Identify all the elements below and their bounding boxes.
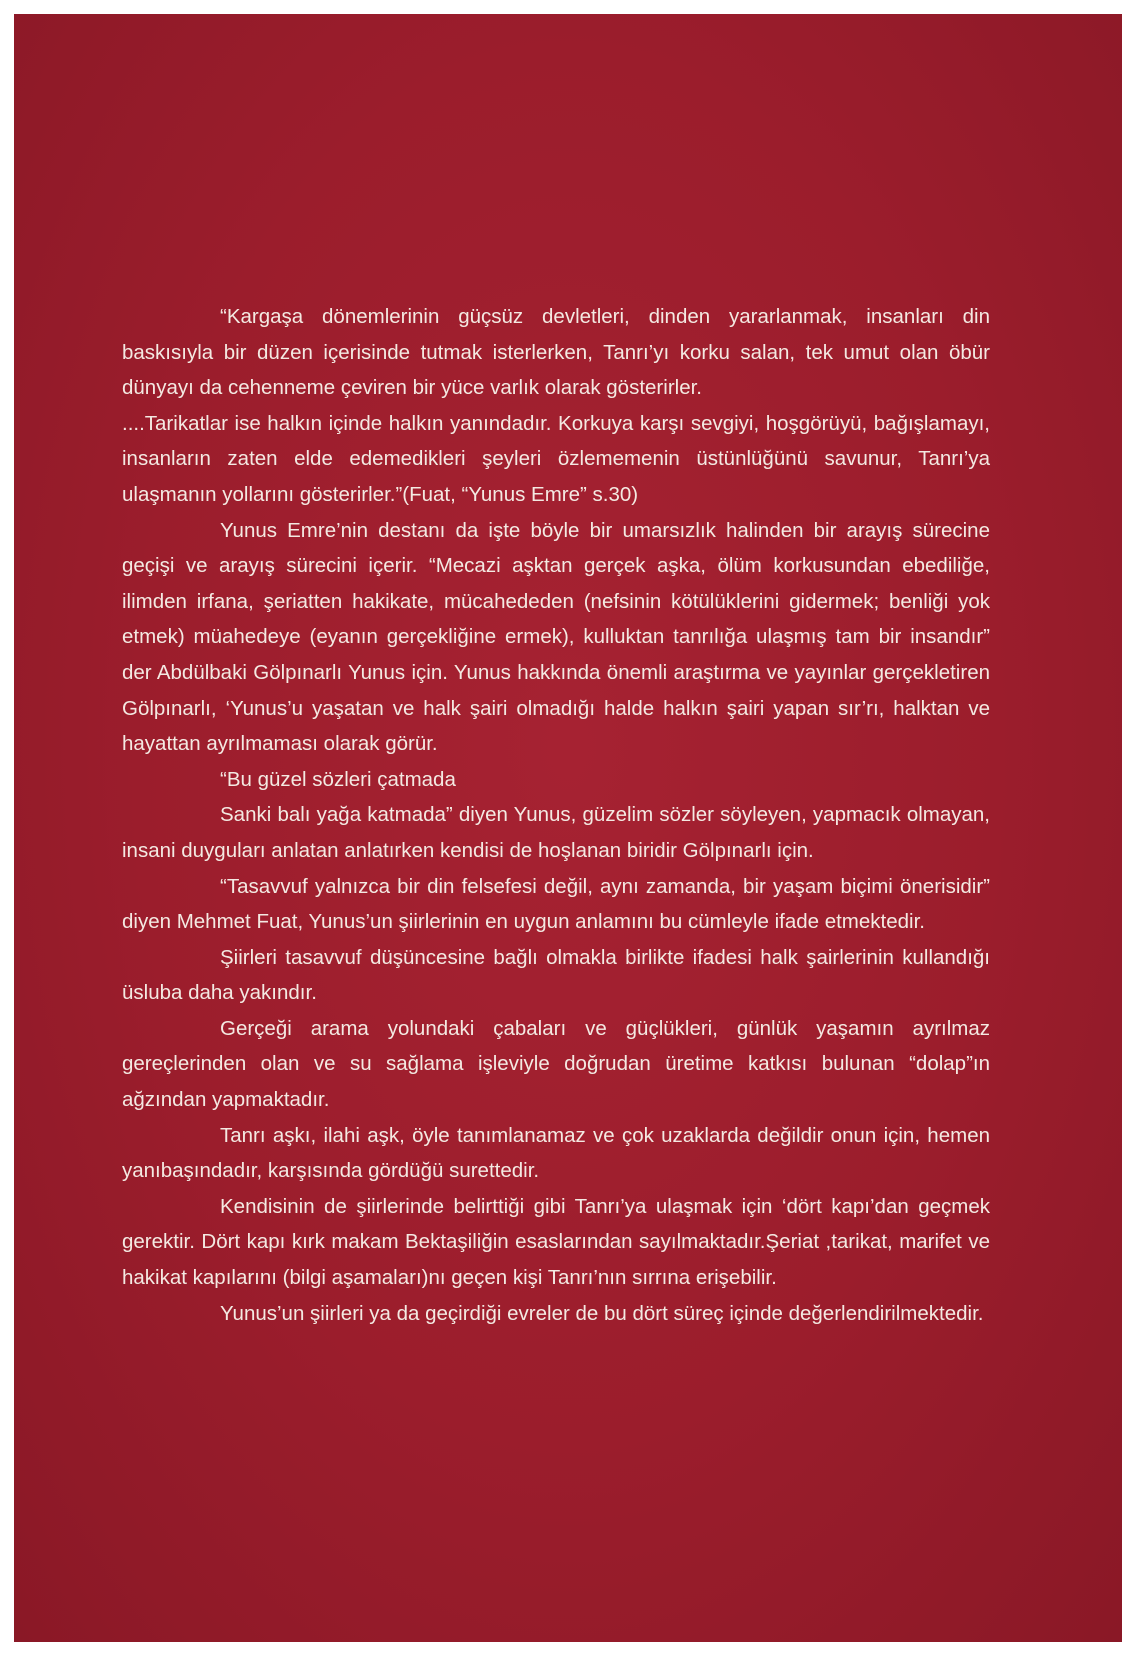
body-text: [122, 299, 990, 1331]
verse-line-2-paragraph: Sanki balı yağa katmada” diyen Yunus, güzelim sözler söyleyen, yapmacık olmayan, insani duyguları anlatan anlatırken kendisi de hoşlanan biridir Gölpınarlı için.: [122, 803, 990, 862]
paragraph-10: Yunus’un şiirleri ya da geçirdiği evreler de bu dört süreç içinde değerlendirilmektedir.: [220, 1301, 984, 1325]
paragraph-6: Şiirleri tasavvuf düşüncesine bağlı olmakla birlikte ifadesi halk şairlerinin kullandığı üsluba daha yakındır.: [122, 945, 990, 1005]
paragraph-2: ....Tarikatlar ise halkın içinde halkın yanındadır. Korkuya karşı sevgiyi, hoşgörüyü, bağışlamayı, insanların zaten elde edemedikleri şeyleri özlememenin üstünlüğünü savunur, Tanrı’ya ulaşmanın yollarını gösterirler.”(Fuat, “Yunus Emre” s.30): [122, 411, 990, 506]
paragraph-3: Yunus Emre’nin destanı da işte böyle bir umarsızlık halinden bir arayış sürecine geçişi ve arayış sürecini içerir. “Mecazi aşktan gerçek aşka, ölüm korkusundan ebediliğe, ilimden irfana, şeriatten hakikate, mücahededen (nefsinin kötülüklerini gidermek; benliği yok etmek) müahedeye (eyanın gerçekliğine ermek), kulluktan tanrılığa ulaşmış tam bir insandır” der Abdülbaki Gölpınarlı Yunus için. Yunus hakkında önemli araştırma ve yayınlar gerçekletiren Gölpınarlı, ‘Yunus’u yaşatan ve halk şairi olmadığı halde halkın şairi yapan sır’rı, halktan ve hayattan ayrılmaması olarak görür.: [122, 518, 990, 756]
paragraph-1: “Kargaşa dönemlerinin güçsüz devletleri, dinden yararlanmak, insanları din baskısıyla bir düzen içerisinde tutmak isterlerken, Tanrı’yı korku salan, tek umut olan öbür dünyayı da cehenneme çeviren bir yüce varlık olarak gösterirler.: [122, 305, 990, 400]
paragraph-8: Tanrı aşkı, ilahi aşk, öyle tanımlanamaz ve çok uzaklarda değildir onun için, hemen yanıbaşındadır, karşısında gördüğü surettedir.: [122, 1123, 990, 1183]
paragraph-7: Gerçeği arama yolundaki çabaları ve güçlükleri, günlük yaşamın ayrılmaz gereçlerinden olan ve su sağlama işleviyle doğrudan üretime katkısı bulunan “dolap”ın ağzından yapmaktadır.: [122, 1016, 990, 1112]
paragraph-9: Kendisinin de şiirlerinde belirttiği gibi Tanrı’ya ulaşmak için ‘dört kapı’dan geçmek gerektir. Dört kapı kırk makam Bektaşiliğin esaslarından sayılmaktadır.Şeriat ,tarikat, marifet ve hakikat kapılarını (bilgi aşamaları)nı geçen kişi Tanrı’nın sırrına erişebilir.: [122, 1194, 990, 1290]
paragraph-5: “Tasavvuf yalnızca bir din felsefesi değil, aynı zamanda, bir yaşam biçimi önerisidir” diyen Mehmet Fuat, Yunus’un şiirlerinin en uygun anlamını bu cümleyle ifade etmektedir.: [122, 874, 990, 934]
verse-line-1: “Bu güzel sözleri çatmada: [220, 767, 456, 791]
page: [14, 14, 1122, 1642]
